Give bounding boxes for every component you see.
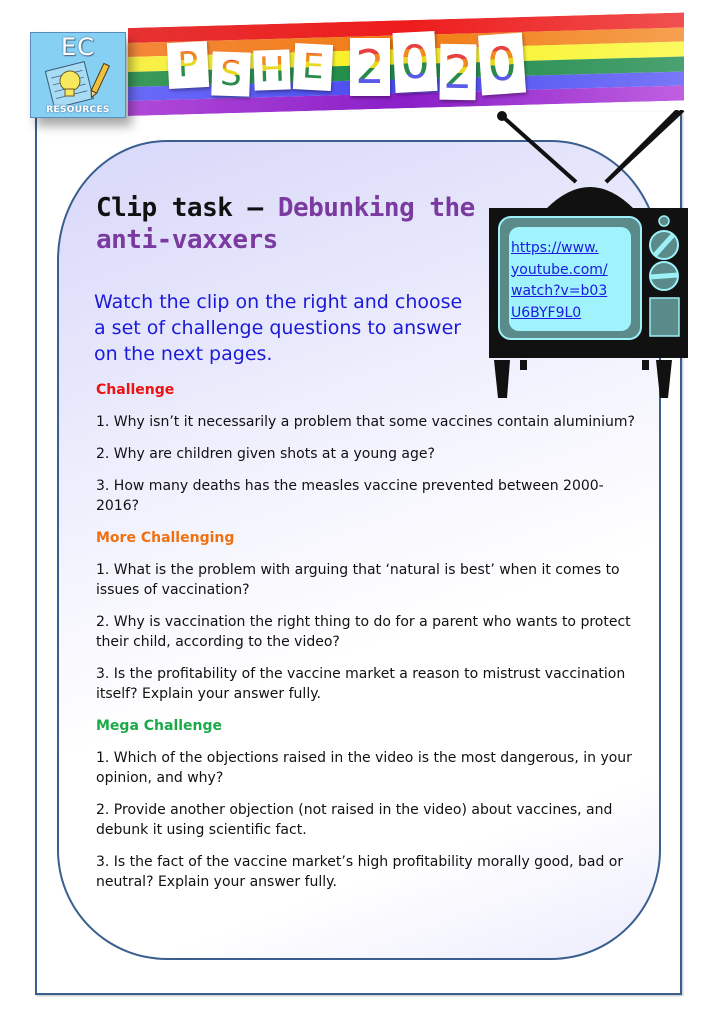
logo-label: RESOURCES (46, 105, 110, 115)
title-tile (478, 33, 526, 96)
question: 3. Is the fact of the vaccine market’s high profitability morally good, bad or neutral? Explain your answer fully. (96, 854, 624, 890)
question: 3. How many deaths has the measles vaccine prevented between 2000-2016? (96, 478, 604, 514)
title-letter: H (254, 47, 290, 92)
question: 2. Why are children given shots at a young age? (96, 446, 435, 462)
title-tile (440, 44, 477, 101)
link-line[interactable]: watch?v=b03 (511, 283, 608, 299)
title-tile (293, 43, 333, 91)
page-title (96, 192, 476, 256)
title-letter: E (295, 44, 331, 90)
question: 2. Provide another objection (not raised in the video) about vaccines, and debunk it using scientific fact. (96, 802, 613, 838)
title-letter: 2 (353, 45, 387, 89)
link-line[interactable]: U6BYF9L0 (511, 304, 582, 321)
title-tile (167, 41, 209, 89)
title-letter: S (213, 51, 249, 96)
instructions-text: Watch the clip on the right and choose a set of challenge questions to answer on the next pages. (94, 291, 463, 365)
title-topic: Debunking the anti-vaxxers (96, 193, 475, 255)
section-challenge (96, 380, 644, 516)
title-tile (211, 51, 251, 96)
lightbulb-notepad-icon (43, 61, 115, 105)
question: 1. What is the problem with arguing that ‘natural is best’ when it comes to issues of vaccination? (96, 562, 620, 598)
section-title: Challenge (96, 382, 175, 398)
title-prefix: Clip task – (96, 193, 278, 223)
section-title: Mega Challenge (96, 718, 223, 734)
banner-title (168, 30, 524, 100)
section-mega-challenge (96, 716, 644, 892)
title-tile (392, 31, 437, 93)
question: 3. Is the profitability of the vaccine market a reason to mistrust vaccination itself? Explain your answer fully. (96, 666, 626, 702)
question: 1. Which of the objections raised in the video is the most dangerous, in your opinion, and why? (96, 750, 632, 786)
title-letter: 2 (441, 50, 476, 95)
challenge-sections (96, 380, 644, 904)
video-link[interactable] (511, 238, 621, 324)
logo-initials: EC (61, 33, 95, 61)
question: 1. Why isn’t it necessarily a problem that some vaccines contain aluminium? (96, 414, 635, 430)
title-tile (350, 38, 390, 96)
ec-resources-logo (30, 32, 126, 118)
title-letter: 0 (484, 41, 521, 87)
title-tile (253, 49, 290, 90)
section-title: More Challenging (96, 530, 235, 546)
link-line[interactable]: youtube.com/ (511, 261, 608, 278)
link-line[interactable]: https://www. (511, 240, 599, 256)
title-letter: P (170, 42, 206, 88)
section-more-challenging (96, 528, 644, 704)
title-letter: 0 (397, 39, 433, 85)
question: 2. Why is vaccination the right thing to do for a parent who wants to protect their child, according to the video? (96, 614, 631, 650)
